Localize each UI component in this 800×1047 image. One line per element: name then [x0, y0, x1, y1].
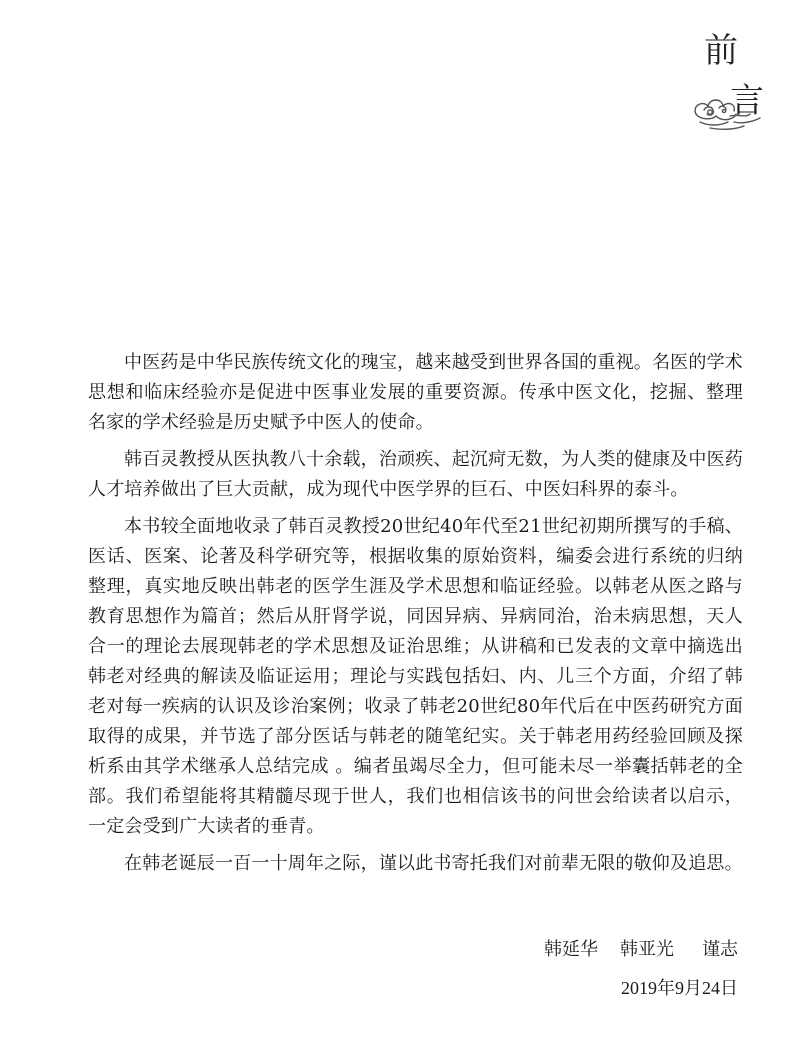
paragraph-3: 本书较全面地收录了韩百灵教授20世纪40年代至21世纪初期所撰写的手稿、医话、医案、论著及科学研究等，根据收集的原始资料，编委会进行系统的归纳整理，真实地反映出韩老的医学生涯及学术思想和临证经验。以韩老从医之路与教育思想作为篇首；然后从肝肾学说，同因异病、异病同治，治未病思想，天人合一的理论去展现韩老的学术思想及证治思维；从讲稿和已发表的文章中摘选出韩老对经典的解读及临证运用；理论与实践包括妇、内、儿三个方面，介绍了韩老对每一疾病的认识及诊治案例；收录了韩老20世纪80年代后在中医药研究方面取得的成果，并节选了部分医话与韩老的随笔纪实。关于韩老用药经验回顾及探析系由其学术继承人总结完成 。编者虽竭尽全力，但可能未尽一举囊括韩老的全部。我们希望能将其精髓尽现于世人，我们也相信该书的问世会给读者以启示，一定会受到广大读者的垂青。 [88, 516, 743, 837]
paragraph-1: 中医药是中华民族传统文化的瑰宝，越来越受到世界各国的重视。名医的学术思想和临床经验亦是促进中医事业发展的重要资源。传承中医文化，挖掘、整理名家的学术经验是历史赋予中医人的使命。 [88, 352, 743, 433]
preface-body [88, 348, 743, 879]
signature-block [530, 935, 738, 1003]
signature-date: 2019年9月24日 [621, 978, 738, 998]
title-char-qian: 前 [704, 31, 738, 71]
preface-title [690, 28, 770, 138]
paragraph-2: 韩百灵教授从医执教八十余载，治顽疾、起沉疴无数，为人类的健康及中医药人才培养做出了巨大贡献，成为现代中医学界的巨石、中医妇科界的泰斗。 [88, 449, 743, 500]
title-char-yan: 言 [730, 81, 764, 121]
signature-note: 谨志 [702, 939, 738, 960]
author-1: 韩延华 [544, 939, 598, 960]
signature-authors [530, 935, 738, 965]
paragraph-4: 在韩老诞辰一百一十周年之际，谨以此书寄托我们对前辈无限的敬仰及追思。 [124, 853, 743, 874]
author-2: 韩亚光 [620, 939, 674, 960]
